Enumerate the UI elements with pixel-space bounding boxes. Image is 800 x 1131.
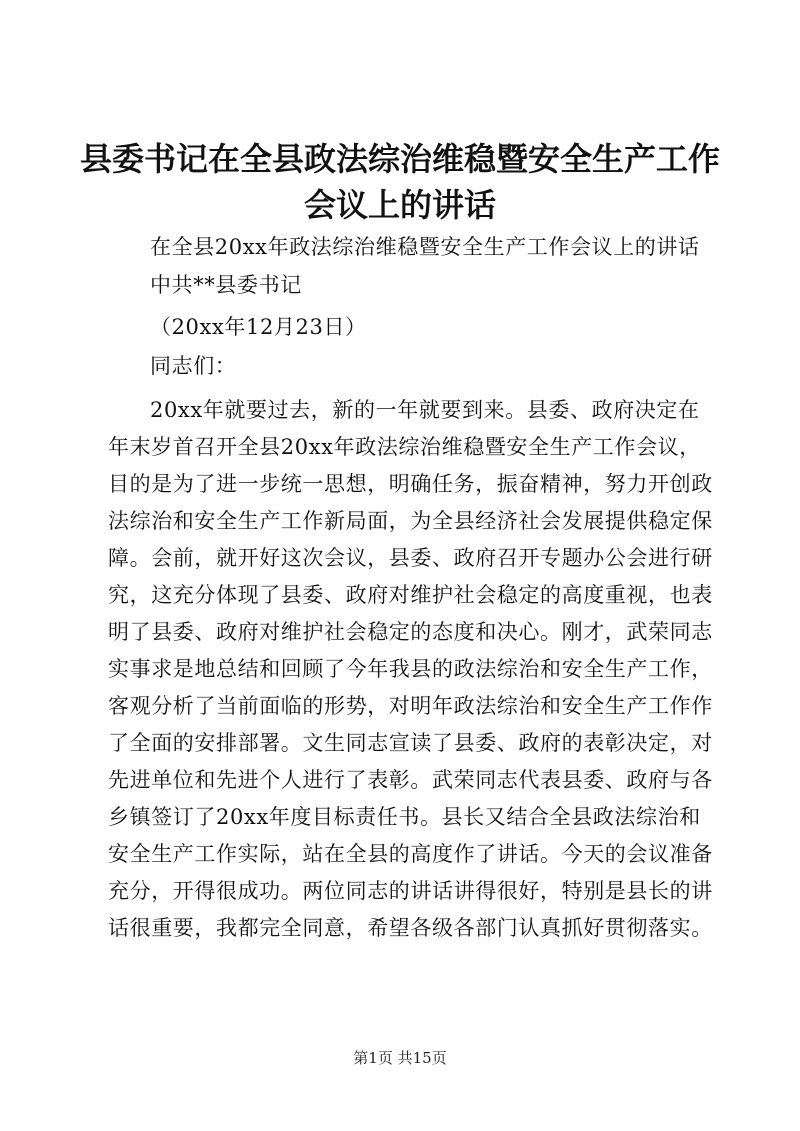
document-title: [60, 136, 740, 228]
date-line: （20xx年12月23日）: [150, 315, 367, 339]
salutation: 同志们：: [150, 354, 237, 378]
subtitle: 在全县20xx年政法综治维稳暨安全生产工作会议上的讲话: [150, 235, 700, 259]
body-line: 话很重要，我都完全同意，希望各级各部门认真抓好贯彻落实。: [108, 916, 713, 940]
body-line: 乡镇签订了20xx年度目标责任书。县长又结合全县政法综治和: [108, 805, 701, 829]
body-line: 目的是为了进一步统一思想，明确任务，振奋精神，努力开创政: [108, 472, 713, 496]
body-line: 法综治和安全生产工作新局面，为全县经济社会发展提供稳定保: [108, 509, 713, 533]
body-line: 充分，开得很成功。两位同志的讲话讲得很好，特别是县长的讲: [108, 879, 713, 903]
title-line-1: 县委书记在全县政法综治维稳暨安全生产工作: [79, 140, 720, 178]
body-line: 年末岁首召开全县20xx年政法综治维稳暨安全生产工作会议，: [108, 435, 701, 459]
title-line-2: 会议上的讲话: [303, 186, 496, 224]
body-line: 安全生产工作实际，站在全县的高度作了讲话。今天的会议准备: [108, 842, 713, 866]
body-line: 先进单位和先进个人进行了表彰。武荣同志代表县委、政府与各: [108, 768, 713, 792]
body-line: 实事求是地总结和回顾了今年我县的政法综治和安全生产工作，: [108, 657, 713, 681]
body-line: 究，这充分体现了县委、政府对维护社会稳定的高度重视，也表: [108, 583, 713, 607]
body-line: 20xx年就要过去，新的一年就要到来。县委、政府决定在: [150, 398, 700, 422]
body-line: 明了县委、政府对维护社会稳定的态度和决心。刚才，武荣同志: [108, 620, 713, 644]
author-line: 中共**县委书记: [150, 273, 302, 297]
body-line: 了全面的安排部署。文生同志宣读了县委、政府的表彰决定，对: [108, 731, 713, 755]
body-line: 客观分析了当前面临的形势，对明年政法综治和安全生产工作作: [108, 694, 713, 718]
page-number: 第1页 共15页: [353, 1049, 447, 1067]
body-line: 障。会前，就开好这次会议，县委、政府召开专题办公会进行研: [108, 546, 713, 570]
